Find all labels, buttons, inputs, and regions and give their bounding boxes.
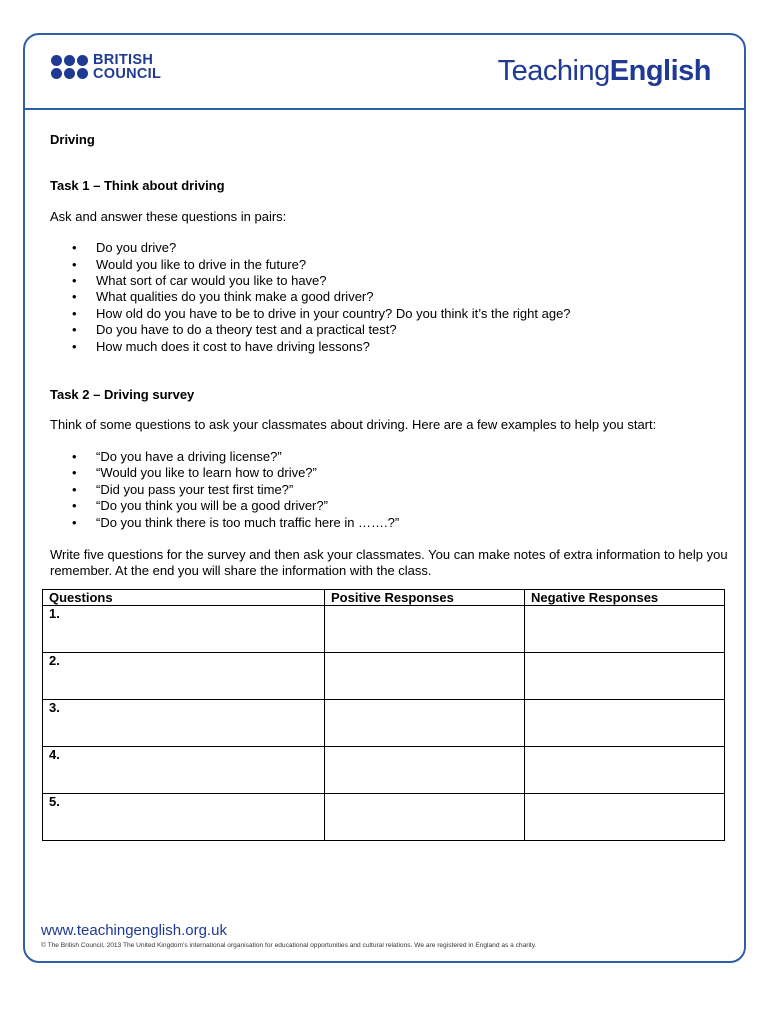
positive-cell[interactable] <box>325 700 525 747</box>
list-item: • “Would you like to learn how to drive?” <box>50 465 740 481</box>
table-row <box>43 700 725 747</box>
list-item: • Would you like to drive in the future? <box>50 257 740 273</box>
list-item: • What qualities do you think make a good driver? <box>50 289 740 305</box>
list-item: • Do you have to do a theory test and a practical test? <box>50 322 740 338</box>
logo-line-1: BRITISH <box>93 52 154 68</box>
list-item: • “Do you think you will be a good driver?” <box>50 498 740 514</box>
table-row <box>43 606 725 653</box>
task2-instructions: Write five questions for the survey and then ask your classmates. You can make notes of extra information to help you remember. At the end you will share the information with the class. <box>50 546 728 579</box>
teaching-english-logo <box>498 55 711 88</box>
table-row <box>43 747 725 794</box>
header-divider <box>25 108 744 110</box>
question-cell[interactable]: 1. <box>43 606 325 653</box>
footer-legal-text: © The British Council, 2013 The United Kingdom’s international organisation for educational opportunities and cultural relations. We are registered in England as a charity. <box>41 942 537 949</box>
positive-cell[interactable] <box>325 794 525 841</box>
list-item: • How old do you have to be to drive in your country? Do you think it’s the right age? <box>50 306 740 322</box>
task1-heading: Task 1 – Think about driving <box>50 178 225 194</box>
british-council-dots-icon <box>51 55 88 79</box>
negative-cell[interactable] <box>525 747 725 794</box>
positive-cell[interactable] <box>325 747 525 794</box>
negative-cell[interactable] <box>525 794 725 841</box>
question-cell[interactable]: 5. <box>43 794 325 841</box>
question-cell[interactable]: 4. <box>43 747 325 794</box>
column-header-negative: Negative Responses <box>525 590 725 606</box>
table-header-row <box>43 590 725 606</box>
logo-line-2: COUNCIL <box>93 66 162 82</box>
list-item: • How much does it cost to have driving lessons? <box>50 339 740 355</box>
negative-cell[interactable] <box>525 606 725 653</box>
task2-heading: Task 2 – Driving survey <box>50 387 195 403</box>
list-item: • “Do you think there is too much traffic here in …….?” <box>50 515 740 531</box>
positive-cell[interactable] <box>325 653 525 700</box>
list-item: • “Did you pass your test first time?” <box>50 482 740 498</box>
question-cell[interactable]: 3. <box>43 700 325 747</box>
worksheet-content <box>50 132 740 595</box>
table-row <box>43 794 725 841</box>
positive-cell[interactable] <box>325 606 525 653</box>
british-council-logo <box>51 53 161 81</box>
negative-cell[interactable] <box>525 700 725 747</box>
task2-example-list <box>50 449 740 531</box>
column-header-positive: Positive Responses <box>325 590 525 606</box>
task1-question-list <box>50 240 740 355</box>
column-header-questions: Questions <box>43 590 325 606</box>
negative-cell[interactable] <box>525 653 725 700</box>
list-item: • What sort of car would you like to have? <box>50 273 740 289</box>
list-item: • Do you drive? <box>50 240 740 256</box>
page-title: Driving <box>50 132 95 147</box>
task2-intro: Think of some questions to ask your classmates about driving. Here are a few examples to help you start: <box>50 417 657 433</box>
logo-teaching: Teaching <box>497 55 610 87</box>
logo-english: English <box>609 55 711 87</box>
list-item: • “Do you have a driving license?” <box>50 449 740 465</box>
survey-table <box>42 589 725 841</box>
task1-intro: Ask and answer these questions in pairs: <box>50 208 287 224</box>
table-row <box>43 653 725 700</box>
question-cell[interactable]: 2. <box>43 653 325 700</box>
footer-url-link[interactable]: www.teachingenglish.org.uk <box>41 922 227 939</box>
